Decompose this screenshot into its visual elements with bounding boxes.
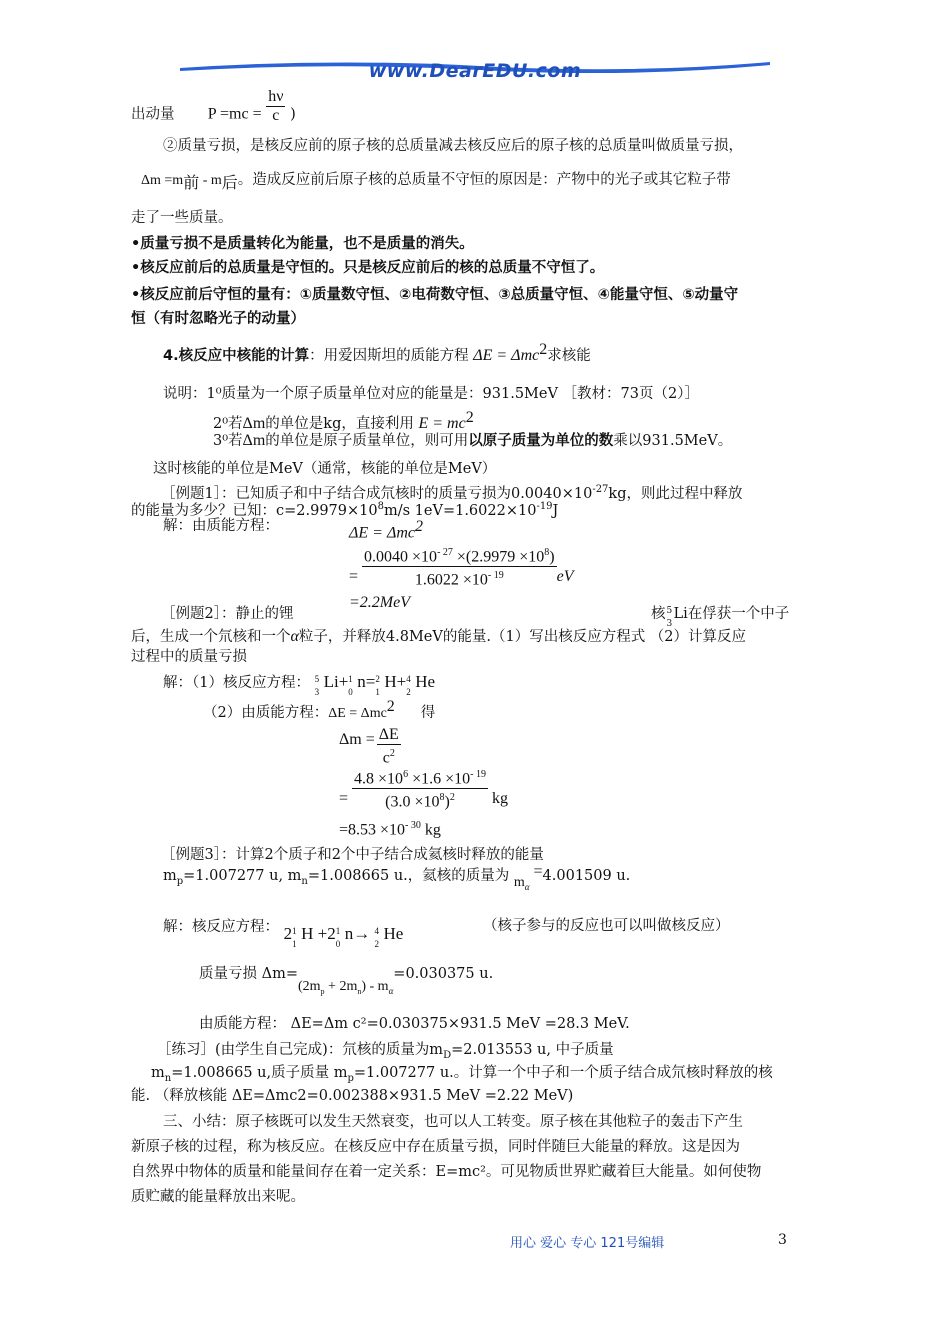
bullet-3: •核反应前后守恒的量有：①质量数守恒、②电荷数守恒、③总质量守恒、④能量守恒、⑤动量守: [131, 287, 739, 303]
example-2-line1: ［例题2］：静止的锂: [161, 606, 294, 622]
example-1-result: =2.2MeV: [349, 594, 410, 611]
momentum-eq: P =mc =: [207, 105, 262, 123]
reaction-equation-2: 2 1 1 H +2 1 0 n→ 4 2 He: [283, 924, 404, 949]
note-3: 3⁰若Δm的单位是原子质量单位，则可用以原子质量为单位的数乘以931.5MeV。: [213, 432, 733, 449]
example-3-dm: 质量亏损 $\Delta m=(2m_p + 2m_n) - m_\alpha=0.030375$ u.: [199, 966, 494, 996]
bullet-1: •质量亏损不是质量转化为能量，也不是质量的消失。: [131, 236, 474, 252]
note-2: 2⁰若Δm的单位是kg，直接利用 $E = mc^2$: [213, 409, 474, 432]
practice-line3: 能. （释放核能 ΔE=Δmc2=0.002388×931.5 MeV =2.22 MeV): [131, 1088, 574, 1104]
example-1-solution: 解：由质能方程：: [163, 518, 279, 534]
example-1-line2: 的能量为多少？已知：$c=2.9979\times 10^8m/s$ $1eV=1.6022\times 10^{-19}J$: [131, 501, 559, 519]
section-4-title: 4.核反应中核能的计算: [163, 347, 310, 364]
site-url[interactable]: www.DearEDU.com: [368, 60, 582, 82]
summary-1: 三、小结：原子核既可以发生天然衰变，也可以人工转变。原子核在其他粒子的轰击下产生: [163, 1114, 743, 1130]
example-1-eq2: = $\frac{0.0040 \times 10^{- 27} \times(2.9979 \times 10^8)}{1.6022 \times 10^{- 19}}$ eV: [349, 544, 573, 590]
momentum-fraction: $\frac{h\nu}{c}$: [268, 88, 284, 124]
example-2-line2: 后，生成一个氘核和一个α粒子，并释放4.8MeV的能量.（1）写出核反应方程式 （2）计算反应: [131, 628, 747, 645]
momentum-line: 出动量 P =mc = $\frac{h\nu}{c}$ ): [131, 88, 296, 124]
example-3-energy: 由质能方程： ΔE=Δm c²=0.030375×931.5 MeV =28.3 MeV.: [199, 1016, 630, 1032]
mass-defect-tail: 走了一些质量。: [131, 210, 233, 226]
practice-line2: $m_n=1.008665$ u,质子质量 $m_p=1.007277$ u.。计算一个中子和一个质子结合成氘核时释放的核: [151, 1065, 773, 1084]
note-1: 说明：1⁰质量为一个原子质量单位对应的能量是：931.5MeV ［教材：73页（2）］: [163, 386, 699, 402]
site-banner: [180, 56, 770, 86]
example-2-calc: = $\frac{4.8 \times 10^6 \times 1.6 \times 10^{- 19}}{(3.0 \times 10^8)^2}$ kg: [339, 766, 508, 812]
bullet-2: •核反应前后的总质量是守恒的。只是核反应前后的核的总质量不守恒了。: [131, 260, 605, 276]
note-4: 这时核能的单位是MeV（通常，核能的单位是MeV）: [153, 461, 497, 477]
mass-defect-def: ②质量亏损，是核反应前的原子核的总质量减去核反应后的原子核的总质量叫做质量亏损，: [163, 138, 743, 154]
section-4: 4.核反应中核能的计算：用爱因斯坦的质能方程 ΔE = Δmc$^2$求核能: [163, 341, 591, 364]
practice-line1: ［练习］(由学生自己完成)：氘核的质量为$m_D=2.013553$ u, 中子质量: [157, 1042, 614, 1061]
mass-defect-eq-line: $\Delta m =m_前 - m_后$。造成反应前后原子核的总质量不守恒的原因是：产物中的光子或其它粒子带: [141, 172, 731, 192]
reaction-equation-1: 5 3 Li+ 1 0 n= 2 1 H+ 4 2 He: [314, 672, 436, 697]
example-2-sol2: （2）由质能方程：ΔE = Δmc$^2$ 得: [203, 698, 436, 721]
example-3-line1: ［例题3］：计算2个质子和2个中子结合成氦核时释放的能量: [161, 847, 544, 863]
example-2-sol1: 解：（1）核反应方程： 5 3 Li+ 1 0 n= 2 1 H+ 4 2 He: [163, 672, 436, 697]
page-number: 3: [778, 1232, 787, 1248]
footer-text: 用心 爱心 专心 121号编辑: [510, 1236, 665, 1251]
summary-2: 新原子核的过程，称为核反应。在核反应中存在质量亏损，同时伴随巨大能量的释放。这是因为: [131, 1139, 740, 1155]
summary-3: 自然界中物体的质量和能量间存在着一定关系：E=mc²。可见物质世界贮藏着巨大能量。如何使物: [131, 1164, 762, 1180]
example-2-result: $=8.53 \times 10^{- 30}$ kg: [339, 820, 441, 839]
example-2-line3: 过程中的质量亏损: [131, 649, 247, 665]
momentum-label: 出动量: [131, 106, 175, 123]
bullet-3-cont: 恒（有时忽略光子的动量）: [131, 311, 305, 327]
example-3-line2: $m_p=1.007277$ u, $m_n=1.008665$ u.，氦核的质量为 $m_\alpha =4.001509$ u.: [163, 863, 631, 892]
example-3-note: （核子参与的反应也可以叫做核反应）: [483, 918, 730, 934]
example-2-line1b: 核 5 3 Li在俘获一个中子: [651, 606, 790, 629]
example-2-dm: Δm = $\frac{\Delta E}{c^2}$: [339, 726, 399, 767]
summary-4: 质贮藏的能量释放出来呢。: [131, 1189, 305, 1205]
example-1-line1: ［例题1］：已知质子和中子结合成氘核时的质量亏损为$0.0040\times 10^{-27}kg$，则此过程中释放: [161, 484, 743, 502]
example-3-sol: 解：核反应方程： 2 1 1 H +2 1 0 n→ 4 2 He: [163, 919, 404, 949]
example-1-eq1: ΔE = Δmc$^2$: [349, 518, 424, 542]
